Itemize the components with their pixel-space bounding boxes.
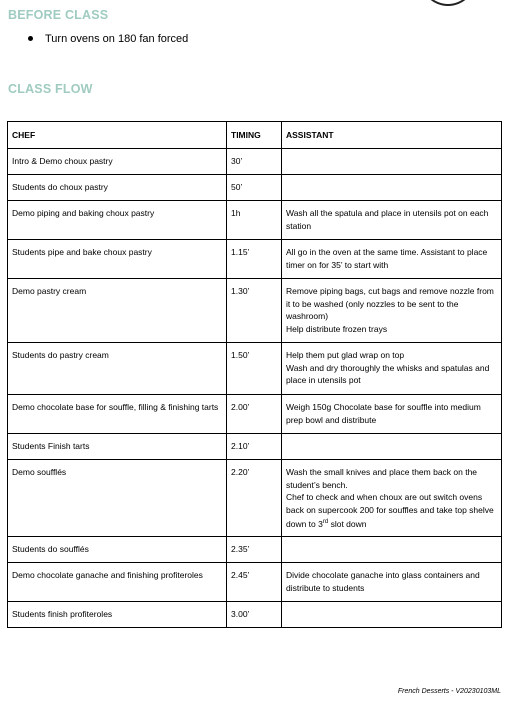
table-row	[8, 201, 502, 240]
assistant-cell: Weigh 150g Chocolate base for souffle into medium prep bowl and distribute	[282, 395, 502, 434]
table-header-row	[8, 122, 502, 149]
chef-cell: Students pipe and bake choux pastry	[8, 240, 227, 279]
chef-cell: Demo chocolate base for souffle, filling & finishing tarts	[8, 395, 227, 434]
chef-cell: Students do choux pastry	[8, 175, 227, 201]
before-class-heading: BEFORE CLASS	[8, 8, 109, 22]
assistant-cell: Wash all the spatula and place in utensils pot on each station	[282, 201, 502, 240]
footer-version: French Desserts - V20230103ML	[397, 688, 501, 695]
timing-cell: 2.45’	[227, 563, 282, 602]
table-row	[8, 434, 502, 460]
assistant-cell	[282, 149, 502, 175]
table-body	[8, 149, 502, 628]
assistant-cell: All go in the oven at the same time. Assistant to place timer on for 35’ to start with	[282, 240, 502, 279]
chef-cell: Students finish profiteroles	[8, 602, 227, 628]
timing-cell: 50’	[227, 175, 282, 201]
class-flow-heading: CLASS FLOW	[8, 82, 93, 96]
chef-cell: Students do pastry cream	[8, 343, 227, 395]
chef-cell: Demo piping and baking choux pastry	[8, 201, 227, 240]
timing-cell: 1h	[227, 201, 282, 240]
table-row	[8, 602, 502, 628]
assistant-cell	[282, 434, 502, 460]
table-row	[8, 537, 502, 563]
timing-cell: 30’	[227, 149, 282, 175]
chef-cell: Demo soufflés	[8, 460, 227, 537]
table-row	[8, 343, 502, 395]
assistant-cell: Divide chocolate ganache into glass containers and distribute to students	[282, 563, 502, 602]
table-row	[8, 175, 502, 201]
assistant-cell: Remove piping bags, cut bags and remove nozzle from it to be washed (only nozzles to be sent to the washroom) Help distribute frozen trays	[282, 279, 502, 343]
chef-cell: Intro & Demo choux pastry	[8, 149, 227, 175]
list-item-text: Turn ovens on 180 fan forced	[45, 33, 189, 45]
assistant-cell	[282, 537, 502, 563]
table-row	[8, 279, 502, 343]
assistant-cell: Wash the small knives and place them back on the student’s bench. Chef to check and when choux are out switch ovens back on supercook 200 for souffles and take top shelve down to 3rd slot down	[282, 460, 502, 537]
chef-cell: Demo chocolate ganache and finishing profiteroles	[8, 563, 227, 602]
list-item	[0, 32, 188, 46]
timing-cell: 1.15’	[227, 240, 282, 279]
chef-cell: Students do soufflés	[8, 537, 227, 563]
timing-cell: 2.20’	[227, 460, 282, 537]
assistant-cell	[282, 602, 502, 628]
table-row	[8, 563, 502, 602]
chef-cell: Students Finish tarts	[8, 434, 227, 460]
table-row	[8, 240, 502, 279]
assistant-cell	[282, 175, 502, 201]
bullet-icon	[28, 36, 33, 41]
column-header-assistant: ASSISTANT	[282, 122, 502, 149]
table-row	[8, 395, 502, 434]
table-row	[8, 460, 502, 537]
timing-cell: 1.30’	[227, 279, 282, 343]
timing-cell: 2.10’	[227, 434, 282, 460]
table-row	[8, 149, 502, 175]
class-flow-table	[7, 121, 502, 628]
timing-cell: 2.35’	[227, 537, 282, 563]
assistant-cell: Help them put glad wrap on top Wash and dry thoroughly the whisks and spatulas and place in utensils pot	[282, 343, 502, 395]
column-header-chef: CHEF	[8, 122, 227, 149]
before-class-list	[0, 32, 188, 46]
column-header-timing: TIMING	[227, 122, 282, 149]
timing-cell: 1.50’	[227, 343, 282, 395]
chef-cell: Demo pastry cream	[8, 279, 227, 343]
timing-cell: 3.00’	[227, 602, 282, 628]
timing-cell: 2.00’	[227, 395, 282, 434]
logo-fragment	[420, 0, 476, 6]
